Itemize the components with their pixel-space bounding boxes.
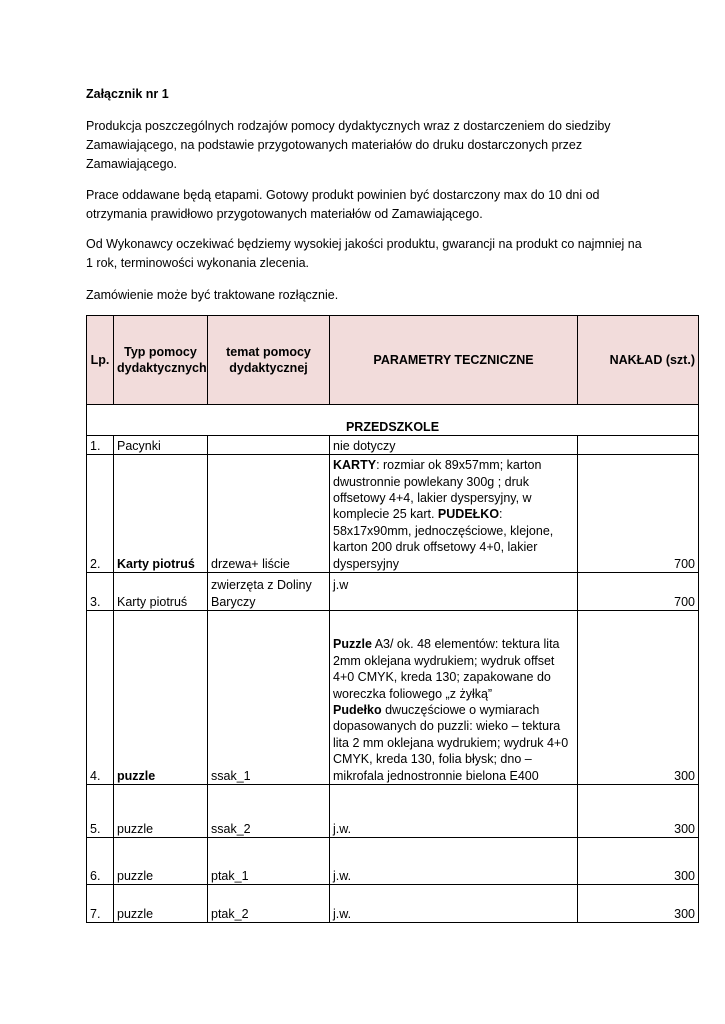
materials-table (86, 315, 699, 923)
cell-typ: puzzle (114, 785, 208, 838)
table-row (87, 573, 699, 611)
cell-naklad: 300 (578, 611, 699, 785)
cell-lp: 4. (87, 611, 114, 785)
cell-temat: ptak_1 (208, 838, 330, 885)
paragraph-separable: Zamówienie może być traktowane rozłącznie. (86, 288, 339, 302)
pudelko-label: PUDEŁKO (437, 507, 500, 522)
cell-naklad: 300 (578, 785, 699, 838)
cell-parametry: j.w. (330, 885, 578, 923)
cell-temat: drzewa+ liście (208, 455, 330, 573)
cell-typ: puzzle (114, 885, 208, 923)
paragraph-production: Produkcja poszczególnych rodzajów pomocy dydaktycznych wraz z dostarczeniem do siedziby Zamawiającego, na podstawie przygotowanych materiałów do druku dostarczonych przez Zamawiającego. (86, 119, 611, 171)
header-lp: Lp. (87, 316, 114, 405)
cell-parametry (330, 455, 578, 573)
puzzle-label: Puzzle (333, 637, 372, 652)
cell-typ: puzzle (114, 838, 208, 885)
section-row (87, 405, 699, 436)
cell-naklad (578, 436, 699, 455)
header-naklad: NAKŁAD (szt.) (578, 316, 699, 405)
cell-parametry: j.w (330, 573, 578, 611)
cell-lp: 3. (87, 573, 114, 611)
cell-temat: ssak_1 (208, 611, 330, 785)
pudelko-text: dwuczęściowe o wymiarach dopasowanych do puzzli: wieko – tektura lita 2 mm oklejana wydrukiem; wydruk 4+0 CMYK, kreda 130, folia błysk; dno – mikrofala jednostronnie bielona E400 (333, 702, 569, 783)
cell-temat (208, 436, 330, 455)
header-temat: temat pomocy dydaktycznej (208, 316, 330, 405)
puzzle-text: A3/ ok. 48 elementów: tektura lita 2mm oklejana wydrukiem; wydruk offset 4+0 CMYK, kreda 130; zapakowane do woreczka foliowego „z żyłką” (333, 637, 560, 701)
cell-temat: zwierzęta z Doliny Baryczy (208, 573, 330, 611)
header-typ: Typ pomocy dydaktycznych (114, 316, 208, 405)
pudelko-label: Pudełko (333, 702, 382, 717)
header-parametry: PARAMETRY TECZNICZNE (330, 316, 578, 405)
cell-parametry: nie dotyczy (330, 436, 578, 455)
section-label: PRZEDSZKOLE (87, 405, 699, 436)
cell-lp: 6. (87, 838, 114, 885)
cell-parametry (330, 611, 578, 785)
table-row (87, 455, 699, 573)
cell-typ: Karty piotruś (114, 455, 208, 573)
table-row (87, 785, 699, 838)
table-row (87, 436, 699, 455)
cell-naklad: 300 (578, 838, 699, 885)
cell-naklad: 700 (578, 573, 699, 611)
cell-naklad: 700 (578, 455, 699, 573)
cell-typ: Pacynki (114, 436, 208, 455)
cell-naklad: 300 (578, 885, 699, 923)
cell-typ: puzzle (114, 611, 208, 785)
attachment-heading: Załącznik nr 1 (86, 87, 169, 101)
table-row (87, 885, 699, 923)
table-row (87, 838, 699, 885)
karty-label: KARTY (333, 458, 377, 473)
cell-lp: 5. (87, 785, 114, 838)
cell-lp: 2. (87, 455, 114, 573)
table-header-row (87, 316, 699, 405)
pudelko-text: : 58x17x90mm, jednoczęściowe, klejone, karton 200 druk offsetowy 4+0, lakier dyspersyjny (333, 507, 554, 571)
cell-lp: 1. (87, 436, 114, 455)
cell-parametry: j.w. (330, 838, 578, 885)
cell-temat: ptak_2 (208, 885, 330, 923)
cell-lp: 7. (87, 885, 114, 923)
karty-text: : rozmiar ok 89x57mm; karton dwustronnie powlekany 300g ; druk offsetowy 4+4, lakier dyspersyjny, w komplecie 25 kart. (333, 458, 542, 522)
paragraph-expectations: Od Wykonawcy oczekiwać będziemy wysokiej jakości produktu, gwarancji na produkt co najmniej na 1 rok, terminowości wykonania zlecenia. (86, 237, 642, 270)
paragraph-stages: Prace oddawane będą etapami. Gotowy produkt powinien być dostarczony max do 10 dni od otrzymania prawidłowo przygotowanych materiałów od Zamawiającego. (86, 188, 600, 221)
cell-parametry: j.w. (330, 785, 578, 838)
cell-temat: ssak_2 (208, 785, 330, 838)
table-row (87, 611, 699, 785)
cell-typ: Karty piotruś (114, 573, 208, 611)
